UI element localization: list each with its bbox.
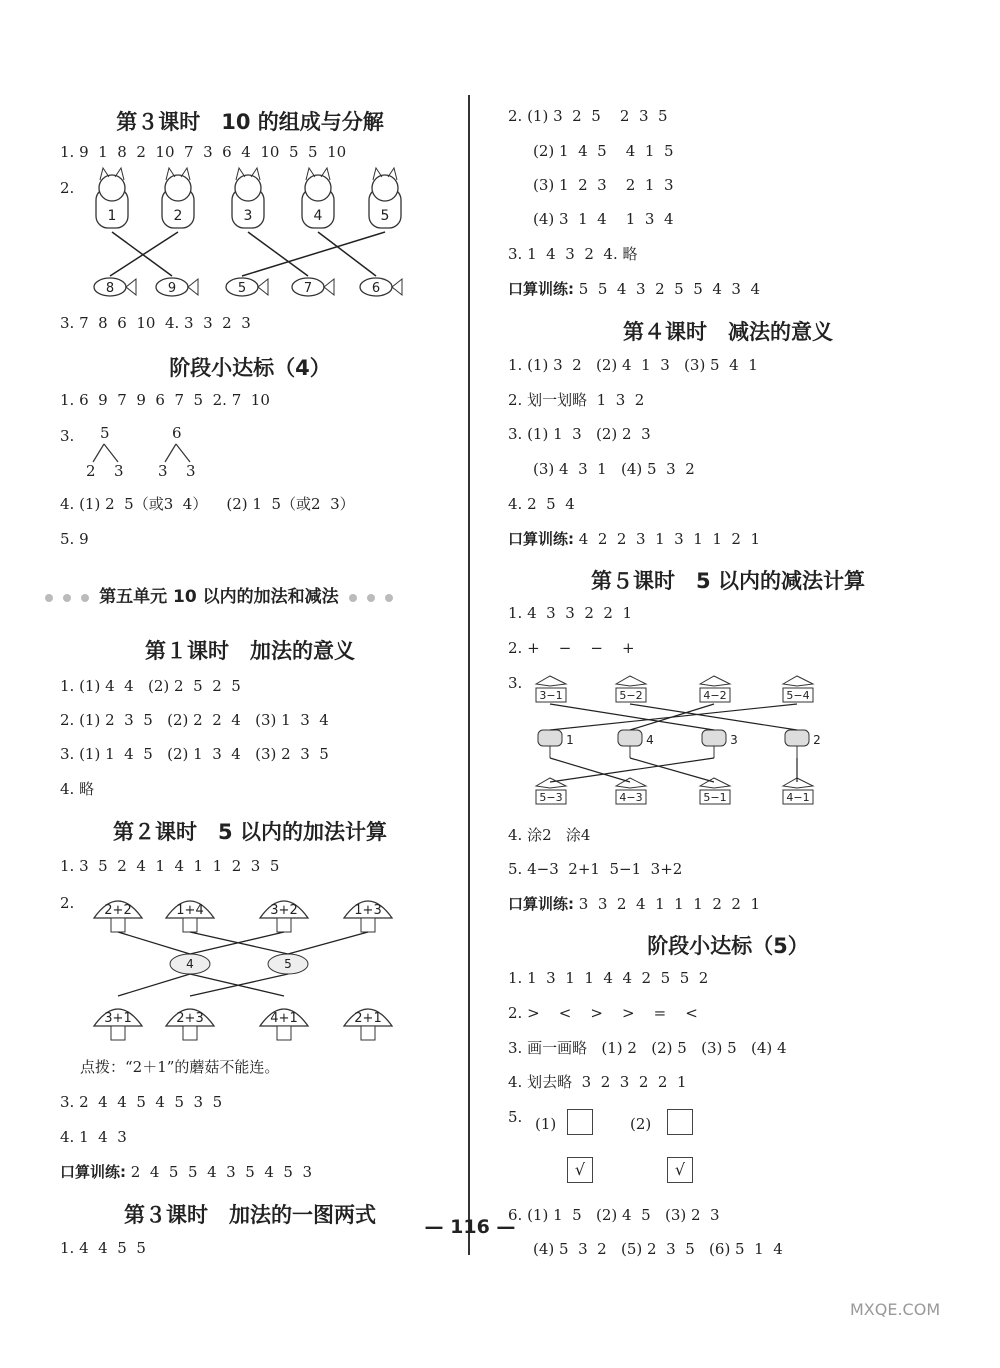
mushroom-label: 2+3 xyxy=(176,1011,204,1026)
answer-line: 2. (1) 2 3 5 (2) 2 2 4 (3) 1 3 4 xyxy=(60,711,329,729)
answer-label: 2. xyxy=(60,179,75,197)
mailbox-icon xyxy=(785,730,809,758)
checked-box: √ xyxy=(567,1157,593,1183)
fish-icon xyxy=(360,278,402,296)
oral-answers: 4 2 2 3 1 3 1 1 2 1 xyxy=(574,530,761,548)
oral-practice-line xyxy=(508,894,760,914)
unit-title: 第五单元 10 以内的加法和减法 xyxy=(99,587,339,607)
bird-label: 4−3 xyxy=(619,791,643,804)
bond-top: 6 xyxy=(172,424,182,442)
decor-dots-left xyxy=(40,587,94,606)
lesson-heading: 第５课时 5 以内的减法计算 xyxy=(591,569,865,593)
part-label: (2) xyxy=(630,1115,652,1133)
bond-top: 5 xyxy=(100,424,110,442)
fish-number: 8 xyxy=(105,281,115,296)
answer-line: 4. 2 5 4 xyxy=(508,495,575,513)
match-line xyxy=(248,232,308,276)
answer-line: 3. 1 4 3 2 4. 略 xyxy=(508,245,638,263)
answer-line: (4) 3 1 4 1 3 4 xyxy=(533,210,674,228)
answer-line: (3) 1 2 3 2 1 3 xyxy=(533,176,674,194)
bird-label: 5−3 xyxy=(539,791,563,804)
oral-label: 口算训练: xyxy=(60,1163,126,1181)
bond-lines xyxy=(160,442,200,472)
mushroom-label: 1+4 xyxy=(176,903,204,918)
answer-line: 4. 涂2 涂4 xyxy=(508,826,591,844)
checked-box: √ xyxy=(667,1157,693,1183)
mushroom-label: 4+1 xyxy=(270,1011,298,1026)
cat-number: 1 xyxy=(107,208,117,224)
bird-label: 5−2 xyxy=(619,689,643,702)
lesson-heading: 第３课时 加法的一图两式 xyxy=(124,1203,376,1227)
answer-line: 2. 划一划略 1 3 2 xyxy=(508,391,645,409)
section-heading: 阶段小达标（5） xyxy=(647,934,809,958)
answer-line: 1. 4 4 5 5 xyxy=(60,1239,146,1257)
mailbox-icon xyxy=(618,730,642,758)
oral-practice-line xyxy=(60,1162,312,1182)
mailbox-number: 4 xyxy=(646,733,654,747)
part-label: (1) xyxy=(535,1115,557,1133)
bird-label: 5−1 xyxy=(703,791,727,804)
match-line xyxy=(288,932,368,954)
match-line xyxy=(550,704,714,730)
bond-right: 3 xyxy=(186,462,196,480)
unit-title-banner xyxy=(40,582,460,608)
oral-answers: 3 3 2 4 1 1 1 2 2 1 xyxy=(574,895,761,913)
bond-left: 2 xyxy=(86,462,96,480)
fish-icon xyxy=(226,278,268,296)
match-line xyxy=(550,704,797,730)
answer-line: 6. (1) 1 5 (2) 4 5 (3) 2 3 xyxy=(508,1206,720,1224)
mushroom-label: 3+1 xyxy=(104,1011,132,1026)
mushroom-label: 2+2 xyxy=(104,903,132,918)
mailbox-icon xyxy=(538,730,562,758)
bird-label: 3−1 xyxy=(539,689,563,702)
answer-line: 1. 3 5 2 4 1 4 1 1 2 3 5 xyxy=(60,857,280,875)
bird-label: 5−4 xyxy=(786,689,810,702)
answer-line: (2) 1 4 5 4 1 5 xyxy=(533,142,674,160)
answer-line: (3) 4 3 1 (4) 5 3 2 xyxy=(533,460,695,478)
oral-practice-line xyxy=(508,279,760,299)
match-line xyxy=(630,704,797,730)
bond-lines xyxy=(88,442,128,472)
answer-line: (4) 5 3 2 (5) 2 3 5 (6) 5 1 4 xyxy=(533,1240,783,1258)
lesson-heading: 第２课时 5 以内的加法计算 xyxy=(113,820,387,844)
match-line xyxy=(318,232,376,276)
column-divider xyxy=(468,95,470,1255)
empty-box xyxy=(667,1109,693,1135)
answer-line: 3. (1) 1 3 (2) 2 3 xyxy=(508,425,651,443)
match-line xyxy=(630,758,714,782)
cat-number: 4 xyxy=(313,208,323,224)
watermark: MXQE.COM xyxy=(850,1300,941,1319)
answer-label: 2. xyxy=(60,894,75,912)
oral-answers: 5 5 4 3 2 5 5 4 3 4 xyxy=(574,280,761,298)
answer-line: 1. (1) 4 4 (2) 2 5 2 5 xyxy=(60,677,241,695)
decor-dots-right xyxy=(344,587,398,606)
basket-number: 5 xyxy=(284,957,292,971)
answer-line: 4. 略 xyxy=(60,780,95,798)
answer-line: 1. 1 3 1 1 4 4 2 5 5 2 xyxy=(508,969,709,987)
answer-line: 3. (1) 1 4 5 (2) 1 3 4 (3) 2 3 5 xyxy=(60,745,329,763)
mailbox-number: 2 xyxy=(813,733,821,747)
fish-number: 6 xyxy=(371,281,381,296)
section-heading: 阶段小达标（4） xyxy=(169,356,331,380)
oral-label: 口算训练: xyxy=(508,895,574,913)
answer-line: 3. 7 8 6 10 4. 3 3 2 3 xyxy=(60,314,251,332)
answer-line: 4. (1) 2 5（或3 4） (2) 1 5（或2 3） xyxy=(60,495,355,513)
match-line xyxy=(242,232,385,276)
fish-number: 9 xyxy=(167,281,177,296)
mushroom-label: 1+3 xyxy=(354,903,382,918)
lesson-heading: 第３课时 10 的组成与分解 xyxy=(116,110,384,134)
match-line xyxy=(550,758,714,782)
oral-label: 口算训练: xyxy=(508,280,574,298)
page-number: — 116 — xyxy=(424,1216,516,1238)
fish-icon xyxy=(94,278,136,296)
mailbox-number: 1 xyxy=(566,733,574,747)
oral-label: 口算训练: xyxy=(508,530,574,548)
mushroom-label: 3+2 xyxy=(270,903,298,918)
answer-line: 5. 4−3 2+1 5−1 3+2 xyxy=(508,860,683,878)
cat-number: 5 xyxy=(380,208,390,224)
answer-line: 3. 2 4 4 5 4 5 3 5 xyxy=(60,1093,223,1111)
answer-line: 2. > < > > = < xyxy=(508,1004,698,1022)
bond-right: 3 xyxy=(114,462,124,480)
answer-line: 5. 9 xyxy=(60,530,89,548)
answer-line: 2. (1) 3 2 5 2 3 5 xyxy=(508,107,668,125)
match-line xyxy=(118,974,190,996)
tip-text: 点拨：“2＋1”的蘑菇不能连。 xyxy=(80,1058,280,1076)
mailbox-icon xyxy=(702,730,726,758)
oral-answers: 2 4 5 5 4 3 5 4 5 3 xyxy=(126,1163,313,1181)
answer-label: 5. xyxy=(508,1108,523,1126)
mailbox-number: 3 xyxy=(730,733,738,747)
answer-line: 4. 划去略 3 2 3 2 2 1 xyxy=(508,1073,687,1091)
fish-number: 5 xyxy=(237,281,247,296)
lesson-heading: 第１课时 加法的意义 xyxy=(145,639,355,663)
lesson-heading: 第４课时 减法的意义 xyxy=(623,320,833,344)
cat-number: 2 xyxy=(173,208,183,224)
answer-line: 1. 4 3 3 2 2 1 xyxy=(508,604,633,622)
answer-line: 1. (1) 3 2 (2) 4 1 3 (3) 5 4 1 xyxy=(508,356,758,374)
fish-icon xyxy=(156,278,198,296)
answer-line: 1. 9 1 8 2 10 7 3 6 4 10 5 5 10 xyxy=(60,143,347,161)
cat-number: 3 xyxy=(243,208,253,224)
answer-line: 1. 6 9 7 9 6 7 5 2. 7 10 xyxy=(60,391,270,409)
answer-line: 4. 1 4 3 xyxy=(60,1128,127,1146)
bond-left: 3 xyxy=(158,462,168,480)
match-line xyxy=(550,758,630,782)
mushroom-label: 2+1 xyxy=(354,1011,382,1026)
match-line xyxy=(118,932,190,954)
answer-line: 3. 画一画略 (1) 2 (2) 5 (3) 5 (4) 4 xyxy=(508,1039,787,1057)
answer-label: 3. xyxy=(508,674,523,692)
basket-number: 4 xyxy=(186,957,194,971)
fish-icon xyxy=(292,278,334,296)
bird-label: 4−2 xyxy=(703,689,727,702)
fish-number: 7 xyxy=(303,281,313,296)
bird-label: 4−1 xyxy=(786,791,810,804)
answer-line: 2. + − − + xyxy=(508,639,635,657)
empty-box xyxy=(567,1109,593,1135)
answer-label: 3. xyxy=(60,427,75,445)
oral-practice-line xyxy=(508,529,760,549)
